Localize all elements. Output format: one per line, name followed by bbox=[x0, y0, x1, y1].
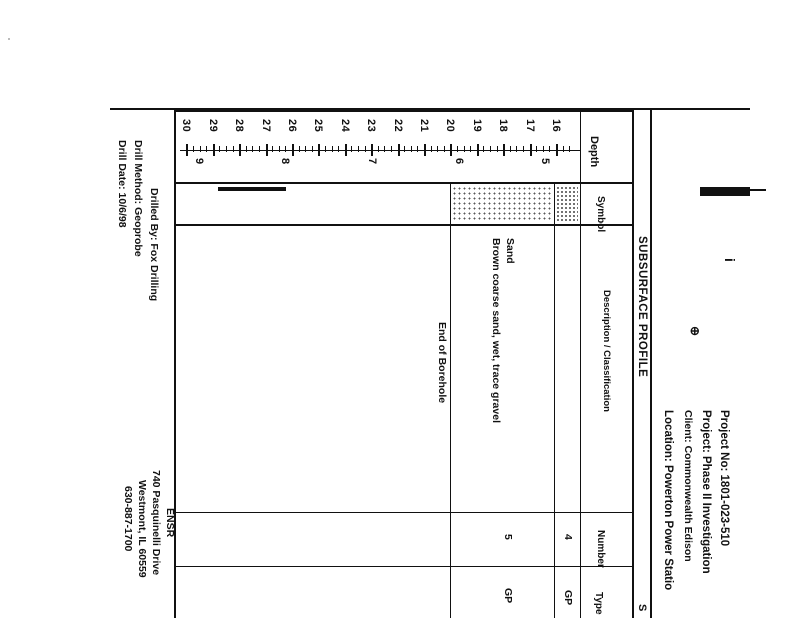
depth-minor-tick bbox=[325, 146, 326, 152]
depth-feet-label: 21 bbox=[418, 119, 430, 133]
depth-minor-tick bbox=[312, 146, 313, 152]
depth-minor-tick bbox=[543, 146, 544, 152]
depth-feet-label: 25 bbox=[312, 119, 325, 133]
depth-major-tick bbox=[398, 144, 400, 156]
layer-description: Brown coarse sand, wet, trace gravel bbox=[490, 238, 502, 423]
depth-feet-label: 24 bbox=[338, 119, 351, 133]
depth-minor-tick bbox=[457, 146, 458, 152]
depth-major-tick bbox=[424, 144, 426, 156]
depth-feet-label: 29 bbox=[206, 119, 219, 133]
depth-meter-label: 8 bbox=[279, 158, 292, 165]
number-header: Number bbox=[595, 530, 606, 568]
depth-major-tick bbox=[186, 144, 188, 156]
site-location: Location: Powerton Power Statio bbox=[662, 410, 674, 591]
company-phone: 630-887-1700 bbox=[122, 486, 134, 552]
water-level-bar bbox=[218, 187, 286, 191]
depth-feet-label: 19 bbox=[470, 119, 483, 133]
depth-feet-label: 18 bbox=[497, 119, 510, 133]
depth-minor-tick bbox=[279, 146, 280, 152]
depth-minor-tick bbox=[378, 146, 379, 152]
depth-feet-label: 27 bbox=[259, 119, 272, 133]
depth-minor-tick bbox=[200, 146, 201, 152]
subsurface-profile-title: SUBSURFACE PROFILE bbox=[636, 236, 648, 378]
depth-feet-label: 22 bbox=[391, 119, 404, 133]
logo-circle: ⊕ bbox=[688, 326, 702, 337]
description-header: Description / Classification bbox=[601, 290, 612, 412]
depth-minor-tick bbox=[299, 146, 300, 152]
depth-major-tick bbox=[345, 144, 347, 156]
depth-minor-tick bbox=[411, 146, 412, 152]
depth-minor-tick bbox=[464, 146, 465, 152]
depth-major-tick bbox=[556, 144, 558, 156]
depth-major-tick bbox=[318, 144, 320, 156]
depth-major-tick bbox=[450, 144, 452, 156]
symbol-header: Symbol bbox=[595, 196, 606, 233]
above-number: 4 bbox=[562, 534, 574, 540]
depth-minor-tick bbox=[358, 146, 359, 152]
company-address-1: 740 Pasquinelli Drive bbox=[150, 470, 162, 576]
scan-speck bbox=[8, 38, 10, 40]
depth-minor-tick bbox=[206, 146, 207, 152]
depth-minor-tick bbox=[305, 146, 306, 152]
sand-symbol-pattern bbox=[452, 186, 552, 222]
depth-meter-label: 9 bbox=[192, 158, 205, 165]
above-type: GP bbox=[562, 590, 574, 606]
depth-minor-tick bbox=[338, 146, 339, 152]
depth-minor-tick bbox=[246, 146, 247, 152]
depth-feet-label: 17 bbox=[523, 119, 536, 133]
description-column-bottom-line bbox=[176, 512, 632, 513]
depth-minor-tick bbox=[332, 146, 333, 152]
company-name: ENSR bbox=[164, 508, 176, 538]
depth-minor-tick bbox=[483, 146, 484, 152]
depth-meter-label: 7 bbox=[366, 158, 379, 165]
depth-minor-tick bbox=[497, 146, 498, 152]
depth-minor-tick bbox=[417, 146, 418, 152]
depth-minor-tick bbox=[549, 146, 550, 152]
frame-profile-right-line-2 bbox=[650, 108, 652, 618]
depth-major-tick bbox=[371, 144, 373, 156]
depth-minor-tick bbox=[384, 146, 385, 152]
layer-boundary-lower bbox=[580, 110, 581, 618]
depth-minor-tick bbox=[259, 146, 260, 152]
depth-minor-tick bbox=[404, 146, 405, 152]
depth-feet-label: 28 bbox=[233, 119, 246, 133]
depth-minor-tick bbox=[523, 146, 524, 152]
upper-symbol-pattern bbox=[556, 186, 578, 222]
depth-major-tick bbox=[239, 144, 241, 156]
layer-boundary-upper bbox=[554, 182, 555, 618]
depth-feet-label: 23 bbox=[365, 119, 378, 133]
depth-major-tick bbox=[266, 144, 268, 156]
layer-type: GP bbox=[502, 588, 514, 604]
depth-minor-tick bbox=[490, 146, 491, 152]
company-address-2: Westmont, IL 60559 bbox=[136, 480, 148, 578]
header-bar-tail bbox=[748, 189, 766, 191]
depth-minor-tick bbox=[233, 146, 234, 152]
depth-column-bottom-line bbox=[176, 182, 632, 184]
frame-top-line-2 bbox=[176, 110, 632, 112]
depth-minor-tick bbox=[516, 146, 517, 152]
depth-minor-tick bbox=[510, 146, 511, 152]
layer-number: 5 bbox=[502, 534, 514, 540]
depth-minor-tick bbox=[252, 146, 253, 152]
depth-feet-label: 30 bbox=[180, 119, 193, 133]
depth-meter-label: 6 bbox=[452, 158, 465, 165]
header-bar-mark bbox=[700, 187, 750, 196]
frame-left-line bbox=[174, 108, 176, 618]
depth-minor-tick bbox=[470, 146, 471, 152]
depth-minor-tick bbox=[272, 146, 273, 152]
depth-major-tick bbox=[477, 144, 479, 156]
number-column-bottom-line bbox=[176, 566, 632, 567]
symbol-column-bottom-line bbox=[176, 224, 632, 226]
depth-header: Depth bbox=[588, 136, 600, 168]
title-mark: i bbox=[722, 258, 738, 262]
drill-date: Drill Date: 10/6/98 bbox=[116, 140, 128, 228]
depth-minor-tick bbox=[563, 146, 564, 152]
depth-feet-label: 16 bbox=[550, 119, 562, 133]
depth-minor-tick bbox=[391, 146, 392, 152]
depth-feet-label: 26 bbox=[286, 119, 298, 133]
depth-minor-tick bbox=[219, 146, 220, 152]
project-phase: Project: Phase II Investigation bbox=[700, 410, 712, 574]
depth-minor-tick bbox=[226, 146, 227, 152]
s-header: S bbox=[636, 604, 648, 612]
depth-minor-tick bbox=[536, 146, 537, 152]
depth-major-tick bbox=[530, 144, 532, 156]
depth-minor-tick bbox=[351, 146, 352, 152]
frame-profile-right-line bbox=[632, 108, 634, 618]
drilled-by: Drilled By: Fox Drilling bbox=[148, 188, 160, 302]
depth-minor-tick bbox=[437, 146, 438, 152]
type-header: Type bbox=[593, 592, 604, 615]
client-name: Client: Commonwealth Edison bbox=[682, 410, 694, 562]
depth-major-tick bbox=[213, 144, 215, 156]
depth-major-tick bbox=[292, 144, 294, 156]
layer-name: Sand bbox=[504, 238, 516, 264]
depth-major-tick bbox=[503, 144, 505, 156]
depth-minor-tick bbox=[569, 146, 570, 152]
depth-minor-tick bbox=[431, 146, 432, 152]
depth-minor-tick bbox=[285, 146, 286, 152]
depth-minor-tick bbox=[365, 146, 366, 152]
depth-meter-label: 5 bbox=[539, 158, 552, 165]
layer-boundary-end bbox=[450, 182, 451, 618]
depth-minor-tick bbox=[444, 146, 445, 152]
drill-method: Drill Method: Geoprobe bbox=[132, 140, 144, 257]
end-of-borehole-note: End of Borehole bbox=[436, 322, 448, 404]
depth-feet-label: 20 bbox=[444, 119, 457, 133]
depth-minor-tick bbox=[193, 146, 194, 152]
project-number: Project No: 1801-023-510 bbox=[718, 410, 730, 547]
